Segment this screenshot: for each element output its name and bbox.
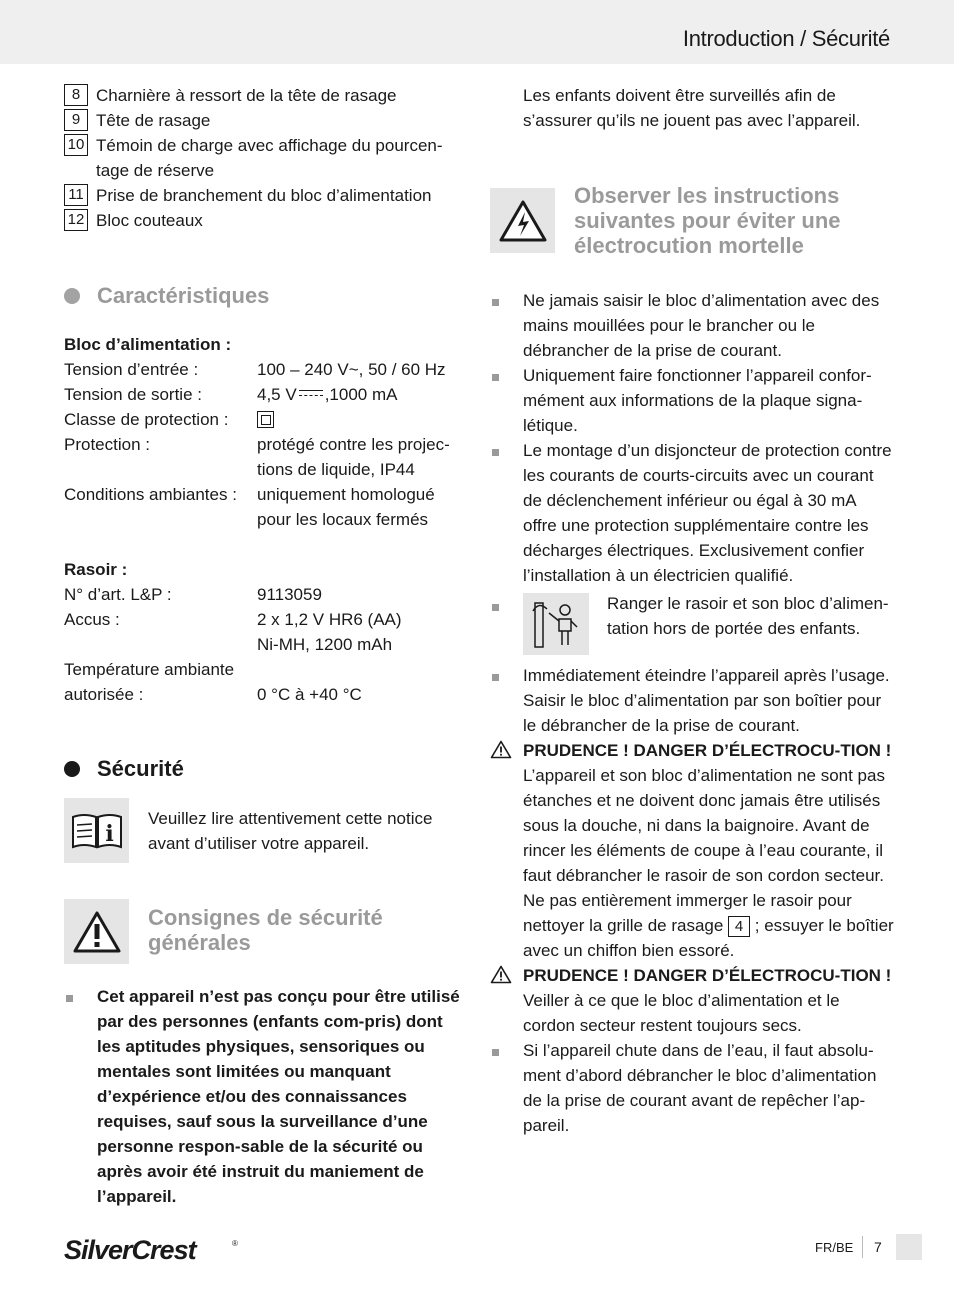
spec-value [257,657,464,707]
warning-item [490,738,894,963]
read-manual-notice [64,798,464,863]
spec-value: 100 – 240 V~, 50 / 60 Hz [257,360,446,379]
warning-body: ; essuyer le boîtier avec un chiffon bien essoré. [523,916,894,960]
section-heading-caracteristiques [64,283,464,308]
read-manual-icon [64,798,129,863]
bullet-text: Ranger le rasoir et son bloc d’alimen-tation hors de portée des enfants. [607,594,889,638]
bullet-square-icon [492,449,499,456]
list-item [490,288,894,363]
brand-logo-text: SilverCrest [64,1235,196,1264]
part-label: Charnière à ressort de la tête de rasage [96,86,397,105]
electric-hazard-icon [490,188,555,253]
svg-text:®: ® [232,1239,238,1248]
spec-key-line: autorisée : [64,685,144,704]
spec-value-part: 4,5 V [257,385,297,404]
spec-key: Accus : [64,610,120,629]
spec-value-part: ,1000 mA [324,385,398,404]
spec-row [64,657,464,707]
section-title: Sécurité [97,756,184,781]
spec-value-line: protégé contre les projec- [257,435,450,454]
left-column [64,83,464,1209]
bullet-square-icon [492,374,499,381]
list-item [490,663,894,738]
spec-value-line: Ni-MH, 1200 mAh [257,635,393,654]
bullet-text: Uniquement faire fonctionner l’appareil confor-mément aux informations de la plaque signa-létique. [523,366,872,435]
warning-text [523,738,894,963]
spec-value-line: pour les locaux fermés [257,510,429,529]
list-item [64,108,464,133]
section-title: Consignes de sécurité générales [148,905,383,955]
spec-row [64,482,464,532]
page-title: Introduction / Sécurité [682,26,890,51]
bullet-square-icon [492,299,499,306]
part-number: 10 [64,134,88,156]
section-title: Observer les instructions suivantes pour éviter une électrocution mortelle [574,183,841,258]
list-item [490,438,894,588]
bullet-square-icon [492,604,499,611]
spec-key: Tension de sortie : [64,385,202,404]
spec-row [64,582,464,607]
footer-divider [862,1236,863,1258]
bullet-square-icon [66,995,73,1002]
part-number: 8 [64,84,88,106]
part-reference: 4 [728,916,750,937]
bullet-dot-icon [64,761,80,777]
section-heading-securite [64,756,464,781]
spec-value-line: 2 x 1,2 V HR6 (AA) [257,610,402,629]
list-item [490,1038,894,1138]
section-title: Caractéristiques [97,283,270,308]
part-number: 9 [64,109,88,131]
direct-current-icon [299,389,323,399]
spec-value [257,432,464,482]
list-item [64,183,464,208]
spec-value [257,607,464,657]
warning-triangle-icon [64,899,129,964]
part-label: Prise de branchement du bloc d’alimentation [96,186,432,205]
list-item [64,984,464,1209]
general-safety-heading [64,899,464,964]
spec-row [64,357,464,382]
list-item [64,208,464,233]
list-item [490,593,894,655]
warning-label: PRUDENCE ! DANGER D’ÉLECTROCU-TION ! [523,966,892,985]
spec-key: N° d’art. L&P : [64,585,172,604]
part-label: Tête de rasage [96,111,211,130]
part-label: Témoin de charge avec affichage du pourcen-tage de réserve [96,136,443,180]
spec-row [64,407,464,432]
warning-label: PRUDENCE ! DANGER D’ÉLECTROCU-TION ! [523,741,892,760]
list-item [64,83,464,108]
spec-value-line: tions de liquide, IP44 [257,460,415,479]
spec-key: Classe de protection : [64,410,229,429]
spec-key: Tension d’entrée : [64,360,199,379]
warning-triangle-icon [490,965,512,991]
children-supervision-text: Les enfants doivent être surveillés afin de s’assurer qu’ils ne jouent pas avec l’appareil. [523,86,861,130]
spec-key-line: Température ambiante [64,660,235,679]
spec-value [257,482,464,532]
warning-text [523,963,894,1038]
svg-text:i: i [104,820,114,847]
list-item [64,133,464,183]
brand-logo [64,1234,244,1268]
spec-row [64,607,464,657]
spec-row [64,432,464,482]
list-item [490,363,894,438]
language-code: FR/BE [815,1240,854,1255]
warning-body: L’appareil et son bloc d’alimentation ne sont pas étanches et ne doivent donc jamais être utilisés sous la douche, ni dans la baignoire. Avant de rincer les éléments de coupe à l’eau courante, il faut débrancher le rasoir de son cordon secteur. Ne pas entièrement immerger le rasoir pour nettoyer la grille de rasage [523,766,885,935]
read-notice-text: Veuillez lire attentivement cette notice avant d’utiliser votre appareil. [148,809,433,853]
part-number: 12 [64,209,88,231]
spec-value-line: uniquement homologué [257,485,435,504]
electrocution-bullets [490,288,894,1138]
parts-list [64,83,464,233]
warning-triangle-icon [490,740,512,766]
spec-key: Conditions ambiantes : [64,485,237,504]
part-number: 11 [64,184,88,206]
page-header [0,0,954,64]
spec-group-title: Rasoir : [64,560,128,579]
spec-group-title: Bloc d’alimentation : [64,335,232,354]
bullet-text: Le montage d’un disjoncteur de protection contre les courants de courts-circuits avec un courant de déclenchement inférieur ou égal à 30 mA offre une protection supplémentaire contre les décharges électriques. Exclusivement confier l’installation à un électricien qualifié. [523,441,892,585]
spec-value [257,407,464,432]
spec-value-line: 0 °C à +40 °C [257,685,362,704]
spec-key [64,657,257,707]
protection-class-ii-icon [257,411,274,428]
bullet-dot-icon [64,288,80,304]
keep-away-from-children-icon [523,593,589,655]
bullet-text: Ne jamais saisir le bloc d’alimentation avec des mains mouillées pour le brancher ou le débrancher de la prise de courant. [523,291,880,360]
spec-row [64,382,464,407]
warning-body: Veiller à ce que le bloc d’alimentation et le cordon secteur restent toujours secs. [523,991,840,1035]
spec-key: Protection : [64,435,150,454]
page-number: 7 [874,1239,882,1255]
warning-item [490,963,894,1038]
bullet-text: Cet appareil n’est pas conçu pour être utilisé par des personnes (enfants com-pris) dont les aptitudes physiques, sensoriques ou mentales sont limitées ou manquant d’expérience et/ou des connaissances requises, sauf sous la surveillance d’une personne respon-sable de la sécurité ou après avoir été instruit du maniement de l’appareil. [97,987,460,1206]
bullet-square-icon [492,1049,499,1056]
page-tab-marker [896,1234,922,1260]
bullet-text: Si l’appareil chute dans de l’eau, il faut absolu-ment d’abord débrancher le bloc d’alimentation de la prise de courant avant de repêcher l’ap-pareil. [523,1041,877,1135]
electrocution-heading [490,183,894,258]
bullet-text: Immédiatement éteindre l’appareil après l’usage. Saisir le bloc d’alimentation par son boîtier pour le débrancher de la prise de courant. [523,666,890,735]
part-label: Bloc couteaux [96,211,203,230]
right-column [490,83,894,1138]
spec-value: 9113059 [257,585,322,604]
spec-value [257,382,464,407]
bullet-square-icon [492,674,499,681]
